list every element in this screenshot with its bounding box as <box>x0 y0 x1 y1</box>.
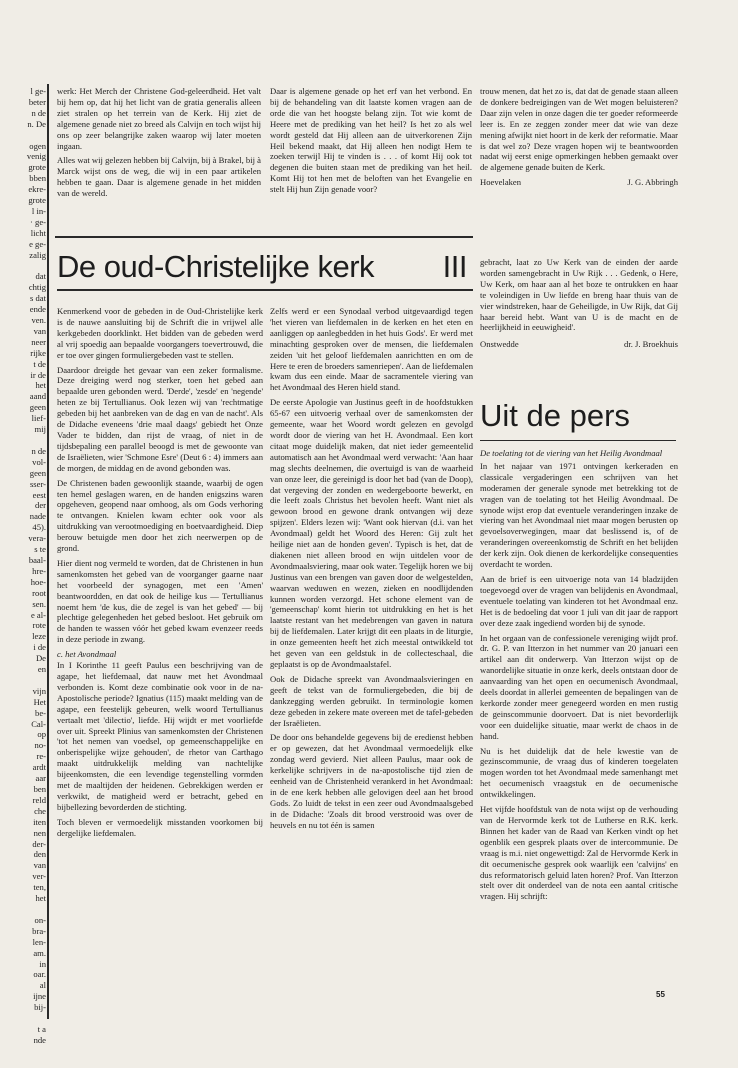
edge-fragment: l ge- <box>30 86 46 96</box>
edge-fragment: t a <box>37 1023 46 1034</box>
paragraph: In I Korinthe 11 geeft Paulus een beschrijving van de agape, het liefdemaal, dat nauw met het Avondmaal verbonden is. Komt deze combinatie ook voor in de na-Apostolische periode? Ignatius (115) maakt melding van de agape, een feestelijk gebeuren, welk woord Tertullianus vertaalt met 'dilectio', liefde. Hij wijdt er met voorliefde over uit. Spreekt Plinius van samenkomsten der Christenen 'tot het nemen van voedsel, op gemeenschappelijke en onberispelijke wijze gehouden', de rhetor van Carthago maakt uitdrukkelijk melding van nachtelijke bijeenkomsten, die een levendige tegenstelling vormden met de maaltijden der heidenen. Gebrekkigen werden er verkwikt, de matigheid werd er betracht, gebed en bijbellezing bevorderden de stichting. <box>57 660 263 812</box>
edge-fragment: che <box>34 805 46 816</box>
edge-fragment: rijke <box>30 347 46 358</box>
paragraph: trouw menen, dat het zo is, dat dat de genade staan alleen de donkere bedreigingen van de Wet mogen beluisteren? Daar zijn velen in onze dagen die ter goeder reformeerde leer is. En ze zeggen zonder meer dat wie van deze mening afwijkt niet hoort in de kerk der reformatie. Maar is dat wel zo? Deze vragen hopen wij te beantwoorden nadat wij eerst enige opmerkingen hebben gemaakt over de algemene genade buiten de Kerk. <box>480 86 678 173</box>
section-heading-avondmaal: c. het Avondmaal <box>57 649 117 660</box>
edge-fragment: nade <box>29 511 46 522</box>
edge-fragment: s dat <box>30 293 46 304</box>
edge-fragment: en <box>37 664 46 675</box>
edge-fragment: bij- <box>34 1002 46 1013</box>
edge-fragment: venig <box>26 151 46 162</box>
edge-fragment: bben <box>29 173 46 184</box>
paragraph: Daar is algemene genade op het erf van het verbond. En bij de behandeling van dit laatste komen vragen aan de orde die van het hoogste belang zijn. Tot wie komt de Heere met de prediking van het heil? Is het zo als wel wordt gesteld dat Hij alleen aan de uitverkorenen Zijn Heil bekend maakt, dat Hij alleen hen nodigt Hem te zoeken terwijl Hij te vinden is . . . of komt Hij ook tot degenen die buiten staan met de prediking van het heil. Komt Hij tot hen met de beloften van het Evangelie en stelt Hij hun Zijn genade voor? <box>270 86 472 195</box>
top-horizontal-rule <box>55 236 473 238</box>
edge-fragment: geen <box>29 402 46 413</box>
paragraph: Zelfs werd er een Synodaal verbod uitgevaardigd tegen 'het vieren van liefdemalen in de kerken en het eten en aanliggen op aanlegbedden in het huis Gods'. Er werd met minachting gesproken over de mensen, die liefdemalen zeiden 'uit het geloof liefdemalen aanrichtten en om de Here te eren de broeders samenriepen'. Aan de liefdemalen kwam dus een einde. Maar de sacramentele viering van het Avondmaal des Heren hield stand. <box>270 306 473 393</box>
edge-fragment: ir de <box>30 369 46 380</box>
edge-fragment: 45). <box>32 522 46 533</box>
edge-fragment: oar. <box>33 969 46 980</box>
edge-fragment: on- <box>34 914 46 925</box>
edge-fragment: De <box>35 653 46 664</box>
paragraph: Alles wat wij gelezen hebben bij Calvijn, bij à Brakel, bij à Marck wijst ons de weg, die wij in een paar artikelen hebben te gaan. Daar is algemene genade in het midden van de wereld. <box>57 155 261 199</box>
edge-fragment: rote <box>32 620 46 631</box>
edge-fragment: ben <box>33 784 46 794</box>
edge-fragment: baal- <box>28 554 46 565</box>
edge-fragment: t de <box>33 358 46 369</box>
edge-fragment: n de <box>31 107 46 118</box>
paragraph: Daardoor dreigde het gevaar van een zeker formalisme. Deze dreiging werd nog sterker, toen het gebed aan bepaalde uren gebonden werd. 'Derde', 'zesde' en 'negende' heten ze bij Tertullianus. Ook lezen wij van 'rechtmatige gebeden bij het aanbreken van de dag en van de nacht'. Als de Didache eveneens 'drie maal daags' gebiedt het Onze Vader te bidden, dan rijst de vraag, of niet in de tijdsbepaling een parallel beoogd is met de gewoonte van de Israëlieten, wier 'Schmone Esre' (Deut 6 : 4) immers aan de morgen, de middag en de avond gebonden was. <box>57 364 263 473</box>
edge-fragment: ogen <box>29 140 46 151</box>
edge-fragment: chtig <box>28 282 46 293</box>
article1-column-3 <box>480 257 678 389</box>
edge-fragment: nde <box>33 1034 46 1045</box>
article1-column-1 <box>57 306 263 1016</box>
left-vertical-rule <box>47 84 49 1019</box>
page-number: 55 <box>656 990 665 999</box>
paragraph: Het vijfde hoofdstuk van de nota wijst op de verhouding van de Hervormde kerk tot de Lutherse en R.K. kerk. Binnen het kader van de Raad van Kerken vindt op het ogenblik een gesprek plaats over de intercommunie. De vraag is m.i. niet ongewettigd: Zal de Hervormde Kerk in dit oecumenische gesprek ook waarlijk een 'calvijns' en dus reformatorisch geluid laten horen? Prof. Van Itterzon stelt over dit onderdeel van de nota een aantal critische vragen. Hij schrijft: <box>480 804 678 902</box>
edge-fragment: mij <box>34 424 46 435</box>
edge-fragment <box>0 435 46 446</box>
edge-fragment: grote <box>28 195 46 206</box>
edge-fragment <box>0 261 46 272</box>
paragraph: Ook de Didache spreekt van Avondmaalsvieringen en geeft de tekst van de formuliergebeden, die bij de dankzegging werden gebruikt. In terminologie komen deze gebeden in zekere mate overeen met de tafel-gebeden der Israëlieten. <box>270 673 473 728</box>
edge-fragment: n de <box>31 445 46 456</box>
edge-fragment: het <box>35 380 46 391</box>
edge-fragment: e al- <box>30 609 46 620</box>
edge-fragment: len- <box>32 936 46 947</box>
paragraph: In het najaar van 1971 ontvingen kerkeraden en classicale vergaderingen een schrijven van het moderamen der generale synode met betrekking tot de vragen van de toelating tot het Heilig Avondmaal. De synode wijst erop dat eventuele veranderingen inzake de viering van het Avondmaal niet maar mogen berusten op gevoelsoverwegingen, maar dat beslissend is, of de veranderingen overeenkomstig de Schrift en het belijden der kerk zijn. Ook dienen de kerkordelijke consequenties overdacht te worden. <box>480 460 678 570</box>
article1-column-2 <box>270 306 473 1018</box>
edge-fragment: ende <box>29 304 46 315</box>
article-series-number: III <box>442 249 467 284</box>
edge-fragment: leze <box>32 631 46 642</box>
edge-fragment: sen. <box>32 598 46 609</box>
edge-fragment <box>0 1013 46 1024</box>
edge-fragment: re- <box>36 751 46 762</box>
paragraph: Kenmerkend voor de gebeden in de Oud-Christelijke kerk is de nauwe aansluiting bij de Schrift die in vrijwel alle kerkgebeden doorklinkt. Het bidden van de gebeden werd al vrij spoedig aan bepaalde voorgangers toevertrouwd, die er toe over gingen formuliergebeden vast te stellen. <box>57 306 263 360</box>
edge-fragment <box>0 130 46 141</box>
edge-fragment: nen <box>33 827 46 838</box>
edge-fragment: ekre- <box>28 184 46 195</box>
paragraph: De Christenen baden gewoonlijk staande, waarbij de ogen ten hemel geslagen waren, en de handen enigszins waren opgeheven, geopend naar omhoog, als om Gods verhoring te ontvangen. Knielen kwam echter ook voor als uitdrukking van verootmoediging en boetvaardigheid. Diep berouw betuigde men door het zich neerwerpen op de grond. <box>57 477 263 554</box>
edge-fragment: vijn <box>32 685 46 696</box>
paragraph: werk: Het Merch der Christene God-geleerdheid. Het valt bij hem op, dat hij het licht van de gratia generalis alleen ziet stralen op het terrein van de Kerk. Hij ziet de algemene genade niet zo breed als Calvijn en toch wijst hij ons op zeer belangrijke zaken waarop wij later moeten ingaan. <box>57 86 261 151</box>
signature-abbringh <box>480 177 678 188</box>
edge-fragment: grote <box>28 162 46 173</box>
signature-author: J. G. Abbringh <box>627 177 678 188</box>
article2-column <box>480 446 678 991</box>
edge-fragment: al <box>39 980 46 991</box>
edge-fragment: ten, <box>33 882 46 893</box>
paragraph: gebracht, laat zo Uw Kerk van de einden der aarde worden samengebracht in Uw Rijk . . . Gedenk, o Here, Uw Kerk, om haar aan al het boze te ontrukken en haar te voleindigen in Uw liefde en breng haar thuis van de vier windstreken, haar de Geheiligde, in Uw Rijk, dat Gij haar bereid hebt. Want van U is de macht en de heerlijkheid in eeuwigheid'. <box>480 257 678 333</box>
edge-fragment: zalig <box>29 249 46 260</box>
edge-fragment <box>0 904 46 915</box>
paragraph: De eerste Apologie van Justinus geeft in de hoofdstukken 65-67 een uitvoerig verhaal over de samenkomsten der gemeente, waar het Woord wordt gelezen en gevolgd wordt door de viering van het H. Avondmaal. Een kort citaat moge duidelijk maken, dat niet ieder gemeentelid automatisch aan het Avondmaal werd verwacht: 'Aan haar mag slechts deelnemen, die overtuigd is van de waarheid van onze leer, die gereinigd is door het bad (van de Doop), dat vergeving der zonden en wedergeboorte bewerkt, en die leeft zoals Christus het bevolen heeft. Want niet als gewoon brood en gewone drank ontvangen wij deze spijzen'. Elders lezen wij: 'Want ook hiervan (d.i. van het Avondmaal) geldt het Woord des Heren: Gij zult het heilige niet aan de honden geven'. Typisch is het, dat de diakenen niet alleen brood en wijn uitdelen voor de Avondmaalsviering, maar ook water. Tegelijk horen we bij Justinus van een brengen van gaven door de welgestelden, waarvan weduwen en wezen, zieken en noodlijdenden kunnen worden verzorgd. Het schone element van de 'gemeenschap' komt hierin tot uitdrukking en het is het laatste restant van het medebrengen van gaven in natura bij de liefdemalen. Later krijgt dit een plaats in de liturgie, in onze gemeenten heeft het zich meestal ontwikkeld tot het geven van een geldstuk in de collecteschaal, die geplaatst is op de Avondmaalstafel. <box>270 397 473 669</box>
top-column-1 <box>57 86 261 234</box>
paragraph: Toch bleven er vermoedelijk misstanden voorkomen bij dergelijke liefdemalen. <box>57 816 263 838</box>
edge-fragment: der- <box>32 838 46 849</box>
top-column-3 <box>480 86 678 246</box>
edge-fragment: aand <box>29 391 46 402</box>
edge-fragment: lief- <box>31 413 46 424</box>
edge-fragment: i de <box>33 642 46 653</box>
edge-fragment: van <box>33 325 46 336</box>
edge-fragment: den <box>33 849 46 860</box>
signature-author: dr. J. Broekhuis <box>624 339 678 350</box>
signature-place: Hoevelaken <box>480 177 522 188</box>
edge-fragment: geen <box>29 467 46 478</box>
edge-fragment: · ge- <box>30 216 46 227</box>
edge-fragment: e ge- <box>29 238 46 249</box>
edge-fragment: neer <box>31 336 46 347</box>
uit-de-pers-rule <box>480 440 676 441</box>
edge-fragment: ven. <box>31 315 46 326</box>
edge-fragment: ver- <box>32 871 46 882</box>
edge-fragment: Het <box>33 696 46 707</box>
edge-fragment: beter <box>28 96 46 107</box>
edge-fragment: eest <box>32 489 46 500</box>
article-title-text: De oud-Christelijke kerk <box>57 249 375 284</box>
edge-fragment: in <box>39 958 46 969</box>
edge-fragment: hre- <box>32 565 46 576</box>
previous-page-edge <box>0 86 46 1045</box>
edge-fragment: no- <box>34 740 46 751</box>
edge-fragment: aar <box>35 773 46 784</box>
edge-fragment: licht <box>30 227 46 238</box>
edge-fragment: am. <box>33 947 46 958</box>
edge-fragment: be- <box>35 707 46 718</box>
edge-fragment: iten <box>33 816 46 827</box>
edge-fragment: hoe- <box>30 576 46 587</box>
edge-fragment: n. De <box>27 118 46 129</box>
paragraph: De door ons behandelde gegevens bij de eredienst hebben er op gewezen, dat het Avondmaal vermoedelijk elke zondag werd gevierd. Niet alleen Paulus, maar ook de kerkelijke schrijvers in de na-apostolische tijd zien de eenheid van de Christenheid verankerd in het Avondmaal: in de ene kerk hebben alle gelovigen deel aan het brood Gods. Zo luidt de tekst in een zeer oud Avondmaalsgebed in de Didache: 'Zoals dit brood verstrooid was over de heuvels en nu tot één is samen <box>270 732 473 830</box>
signature-broekhuis <box>480 339 678 350</box>
edge-fragment: van <box>33 860 46 871</box>
signature-place: Onstwedde <box>480 339 519 350</box>
article-title-oud-christelijke-kerk <box>57 247 473 291</box>
article2-subtitle: De toelating tot de viering van het Heilig Avondmaal <box>480 448 663 458</box>
article-title-uit-de-pers: Uit de pers <box>480 398 630 433</box>
paragraph: In het orgaan van de confessionele vereniging wijdt prof. dr. G. P. van Itterzon in het nummer van 20 januari een artikel aan dit onderwerp. Van Itterzon wijst op de wanordelijke situatie in onze kerk, deels ontstaan door de aanvaarding van het open en oecumenisch Avondmaal, deels doordat in allerlei gemeenten de bepalingen van de kerkorde zonder meer genegeerd worden en men rustig de geinscommunie doorvoert. Dat is niet bevorderlijk voor een duidelijke situatie, maar werkt de chaos in de hand. <box>480 632 678 741</box>
paragraph: Nu is het duidelijk dat de hele kwestie van de gezinscommunie, de vraag dus of kinderen toegelaten mogen worden tot het Avondmaal mede samenhangt met het oecumenisch vraagstuk en de oecumenische ontwikkelingen. <box>480 745 678 800</box>
edge-fragment: op <box>37 729 46 740</box>
edge-fragment <box>0 675 46 686</box>
edge-fragment: root <box>32 587 46 598</box>
edge-fragment: l in- <box>31 205 46 216</box>
edge-fragment: het <box>35 893 46 904</box>
edge-fragment: ijne <box>33 991 46 1002</box>
edge-fragment: sser- <box>29 478 46 489</box>
edge-fragment: der <box>35 500 46 511</box>
edge-fragment: reld <box>32 794 46 805</box>
edge-fragment: bra- <box>32 925 46 936</box>
edge-fragment: s te <box>34 544 46 555</box>
top-column-2 <box>270 86 472 234</box>
edge-fragment: ardt <box>32 762 46 773</box>
edge-fragment: vol- <box>32 456 46 467</box>
paragraph: Aan de brief is een uitvoerige nota van 14 bladzijden toegevoegd over de vragen van belijdenis en Avondmaal, eventuele toelating van kinderen tot het Avondmaal enz. Het is de bedoeling dat voor 1 juli van dit jaar de rapport over deze zaak ingediend worden bij de synode. <box>480 573 678 628</box>
edge-fragment: vera- <box>28 533 46 544</box>
paragraph: Hier dient nog vermeld te worden, dat de Christenen in hun samenkomsten het gebed van de voorganger gaarne naar het voorbeeld der synagogen, met een 'Amen' beantwoordden, en dat ook de heilige kus — Tertullianus noemt hem 'de kus, die de zegel is van het gebed' — bij plechtige gelegenheden het gebed besloot. Het gebruik om de handen te wassen vóór het gebed kwam evenzeer reeds in deze periode in zwang. <box>57 557 263 645</box>
edge-fragment: Cal- <box>31 718 46 729</box>
edge-fragment: dat <box>35 271 46 282</box>
